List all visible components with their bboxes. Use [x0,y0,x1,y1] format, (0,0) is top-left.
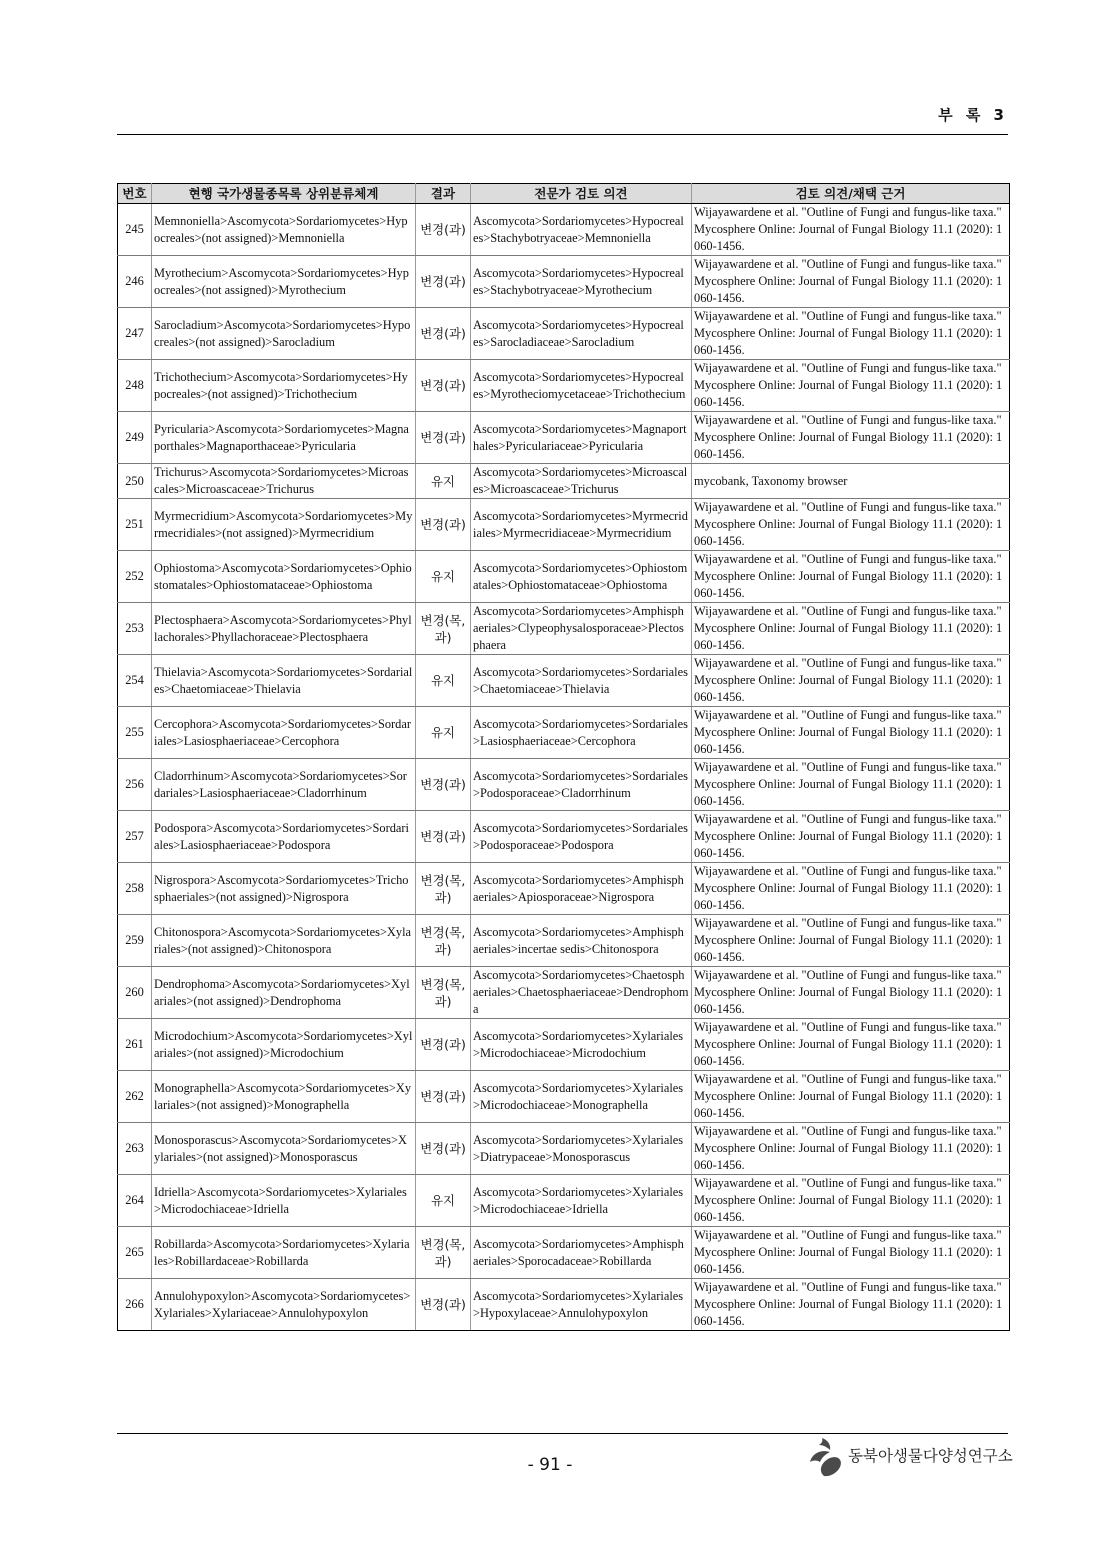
cell-result: 유지 [416,464,471,499]
table-row [118,464,1010,499]
header-divider [117,134,1008,135]
cell-expert-opinion: Ascomycota>Sordariomycetes>Microascales>Microascaceae>Trichurus [471,464,692,499]
table-row [118,308,1010,360]
cell-number: 254 [118,655,152,707]
cell-current-classification: Sarocladium>Ascomycota>Sordariomycetes>Hypocreales>(not assigned)>Sarocladium [152,308,416,360]
cell-number: 256 [118,759,152,811]
cell-expert-opinion: Ascomycota>Sordariomycetes>Xylariales>Microdochiaceae>Idriella [471,1175,692,1227]
cell-expert-opinion: Ascomycota>Sordariomycetes>Amphisphaeriales>Clypeophysalosporaceae>Plectosphaera [471,603,692,655]
cell-current-classification: Memnoniella>Ascomycota>Sordariomycetes>Hypocreales>(not assigned)>Memnoniella [152,204,416,256]
cell-current-classification: Trichothecium>Ascomycota>Sordariomycetes>Hypocreales>(not assigned)>Trichothecium [152,360,416,412]
cell-expert-opinion: Ascomycota>Sordariomycetes>Hypocreales>Stachybotryaceae>Memnoniella [471,204,692,256]
cell-basis: Wijayawardene et al. "Outline of Fungi and fungus-like taxa." Mycosphere Online: Journal of Fungal Biology 11.1 (2020): 1060-1456. [692,1071,1010,1123]
table-body [118,204,1010,1331]
cell-number: 247 [118,308,152,360]
footer-divider [117,1433,1008,1434]
institute-name: 동북아생물다양성연구소 [848,1447,1013,1465]
cell-expert-opinion: Ascomycota>Sordariomycetes>Sordariales>Podosporaceae>Podospora [471,811,692,863]
cell-expert-opinion: Ascomycota>Sordariomycetes>Ophiostomatales>Ophiostomataceae>Ophiostoma [471,551,692,603]
cell-current-classification: Nigrospora>Ascomycota>Sordariomycetes>Trichosphaeriales>(not assigned)>Nigrospora [152,863,416,915]
cell-expert-opinion: Ascomycota>Sordariomycetes>Amphisphaeriales>Apiosporaceae>Nigrospora [471,863,692,915]
table-row [118,759,1010,811]
cell-basis: Wijayawardene et al. "Outline of Fungi and fungus-like taxa." Mycosphere Online: Journal of Fungal Biology 11.1 (2020): 1060-1456. [692,256,1010,308]
table-row [118,655,1010,707]
cell-number: 266 [118,1279,152,1331]
cell-number: 263 [118,1123,152,1175]
cell-current-classification: Ophiostoma>Ascomycota>Sordariomycetes>Ophiostomatales>Ophiostomataceae>Ophiostoma [152,551,416,603]
cell-result: 변경(목, 과) [416,603,471,655]
cell-expert-opinion: Ascomycota>Sordariomycetes>Xylariales>Hypoxylaceae>Annulohypoxylon [471,1279,692,1331]
cell-current-classification: Cercophora>Ascomycota>Sordariomycetes>Sordariales>Lasiosphaeriaceae>Cercophora [152,707,416,759]
cell-number: 249 [118,412,152,464]
cell-result: 변경(과) [416,499,471,551]
cell-result: 변경(과) [416,1071,471,1123]
cell-expert-opinion: Ascomycota>Sordariomycetes>Sordariales>Chaetomiaceae>Thielavia [471,655,692,707]
cell-expert-opinion: Ascomycota>Sordariomycetes>Amphisphaeriales>Sporocadaceae>Robillarda [471,1227,692,1279]
cell-basis: Wijayawardene et al. "Outline of Fungi and fungus-like taxa." Mycosphere Online: Journal of Fungal Biology 11.1 (2020): 1060-1456. [692,412,1010,464]
cell-current-classification: Plectosphaera>Ascomycota>Sordariomycetes>Phyllachorales>Phyllachoraceae>Plectosphaera [152,603,416,655]
cell-basis: Wijayawardene et al. "Outline of Fungi and fungus-like taxa." Mycosphere Online: Journal of Fungal Biology 11.1 (2020): 1060-1456. [692,360,1010,412]
page-number: - 91 - [527,1455,573,1475]
cell-current-classification: Thielavia>Ascomycota>Sordariomycetes>Sordariales>Chaetomiaceae>Thielavia [152,655,416,707]
cell-basis: Wijayawardene et al. "Outline of Fungi and fungus-like taxa." Mycosphere Online: Journal of Fungal Biology 11.1 (2020): 1060-1456. [692,655,1010,707]
cell-number: 258 [118,863,152,915]
cell-current-classification: Annulohypoxylon>Ascomycota>Sordariomycetes>Xylariales>Xylariaceae>Annulohypoxylon [152,1279,416,1331]
cell-expert-opinion: Ascomycota>Sordariomycetes>Amphisphaeriales>incertae sedis>Chitonospora [471,915,692,967]
table-row [118,256,1010,308]
cell-basis: Wijayawardene et al. "Outline of Fungi and fungus-like taxa." Mycosphere Online: Journal of Fungal Biology 11.1 (2020): 1060-1456. [692,1227,1010,1279]
cell-expert-opinion: Ascomycota>Sordariomycetes>Sordariales>Lasiosphaeriaceae>Cercophora [471,707,692,759]
cell-number: 257 [118,811,152,863]
cell-number: 245 [118,204,152,256]
cell-expert-opinion: Ascomycota>Sordariomycetes>Xylariales>Diatrypaceae>Monosporascus [471,1123,692,1175]
table-row [118,1071,1010,1123]
cell-number: 264 [118,1175,152,1227]
cell-number: 248 [118,360,152,412]
cell-result: 유지 [416,1175,471,1227]
cell-result: 유지 [416,551,471,603]
table-header-row [118,184,1010,204]
cell-result: 변경(과) [416,412,471,464]
cell-current-classification: Trichurus>Ascomycota>Sordariomycetes>Microascales>Microascaceae>Trichurus [152,464,416,499]
table-row [118,603,1010,655]
cell-basis: Wijayawardene et al. "Outline of Fungi and fungus-like taxa." Mycosphere Online: Journal of Fungal Biology 11.1 (2020): 1060-1456. [692,551,1010,603]
cell-number: 259 [118,915,152,967]
cell-basis: Wijayawardene et al. "Outline of Fungi and fungus-like taxa." Mycosphere Online: Journal of Fungal Biology 11.1 (2020): 1060-1456. [692,863,1010,915]
cell-basis: Wijayawardene et al. "Outline of Fungi and fungus-like taxa." Mycosphere Online: Journal of Fungal Biology 11.1 (2020): 1060-1456. [692,1175,1010,1227]
cell-result: 변경(과) [416,256,471,308]
cell-number: 251 [118,499,152,551]
cell-basis: Wijayawardene et al. "Outline of Fungi and fungus-like taxa." Mycosphere Online: Journal of Fungal Biology 11.1 (2020): 1060-1456. [692,308,1010,360]
cell-current-classification: Robillarda>Ascomycota>Sordariomycetes>Xylariales>Robillardaceae>Robillarda [152,1227,416,1279]
cell-basis: Wijayawardene et al. "Outline of Fungi and fungus-like taxa." Mycosphere Online: Journal of Fungal Biology 11.1 (2020): 1060-1456. [692,915,1010,967]
col-header-number: 번호 [118,184,152,204]
page-header-title: 부 록 3 [938,106,1008,124]
table-row [118,1279,1010,1331]
table-row [118,1175,1010,1227]
table-row [118,1019,1010,1071]
cell-number: 261 [118,1019,152,1071]
cell-basis: mycobank, Taxonomy browser [692,464,1010,499]
cell-result: 유지 [416,655,471,707]
cell-basis: Wijayawardene et al. "Outline of Fungi and fungus-like taxa." Mycosphere Online: Journal of Fungal Biology 11.1 (2020): 1060-1456. [692,967,1010,1019]
cell-expert-opinion: Ascomycota>Sordariomycetes>Myrmecridiales>Myrmecridiaceae>Myrmecridium [471,499,692,551]
table-row [118,863,1010,915]
cell-result: 변경(목, 과) [416,915,471,967]
cell-current-classification: Pyricularia>Ascomycota>Sordariomycetes>Magnaporthales>Magnaporthaceae>Pyricularia [152,412,416,464]
cell-result: 유지 [416,707,471,759]
cell-result: 변경(목, 과) [416,1227,471,1279]
table-row [118,1227,1010,1279]
institute-logo-icon [806,1436,846,1478]
taxonomy-review-table [117,183,1010,1331]
cell-number: 252 [118,551,152,603]
cell-current-classification: Cladorrhinum>Ascomycota>Sordariomycetes>Sordariales>Lasiosphaeriaceae>Cladorrhinum [152,759,416,811]
table-row [118,915,1010,967]
cell-result: 변경(과) [416,360,471,412]
table-row [118,967,1010,1019]
table-row [118,811,1010,863]
cell-current-classification: Dendrophoma>Ascomycota>Sordariomycetes>Xylariales>(not assigned)>Dendrophoma [152,967,416,1019]
cell-number: 265 [118,1227,152,1279]
cell-expert-opinion: Ascomycota>Sordariomycetes>Xylariales>Microdochiaceae>Monographella [471,1071,692,1123]
cell-current-classification: Podospora>Ascomycota>Sordariomycetes>Sordariales>Lasiosphaeriaceae>Podospora [152,811,416,863]
cell-basis: Wijayawardene et al. "Outline of Fungi and fungus-like taxa." Mycosphere Online: Journal of Fungal Biology 11.1 (2020): 1060-1456. [692,603,1010,655]
cell-basis: Wijayawardene et al. "Outline of Fungi and fungus-like taxa." Mycosphere Online: Journal of Fungal Biology 11.1 (2020): 1060-1456. [692,707,1010,759]
cell-current-classification: Monographella>Ascomycota>Sordariomycetes>Xylariales>(not assigned)>Monographella [152,1071,416,1123]
cell-expert-opinion: Ascomycota>Sordariomycetes>Hypocreales>Stachybotryaceae>Myrothecium [471,256,692,308]
table-row [118,707,1010,759]
cell-current-classification: Chitonospora>Ascomycota>Sordariomycetes>Xylariales>(not assigned)>Chitonospora [152,915,416,967]
col-header-expert-opinion: 전문가 검토 의견 [471,184,692,204]
table-row [118,204,1010,256]
table-row [118,1123,1010,1175]
cell-expert-opinion: Ascomycota>Sordariomycetes>Sordariales>Podosporaceae>Cladorrhinum [471,759,692,811]
cell-number: 262 [118,1071,152,1123]
table-row [118,499,1010,551]
col-header-basis: 검토 의견/채택 근거 [692,184,1010,204]
cell-basis: Wijayawardene et al. "Outline of Fungi and fungus-like taxa." Mycosphere Online: Journal of Fungal Biology 11.1 (2020): 1060-1456. [692,1123,1010,1175]
cell-current-classification: Microdochium>Ascomycota>Sordariomycetes>Xylariales>(not assigned)>Microdochium [152,1019,416,1071]
cell-result: 변경(과) [416,759,471,811]
cell-number: 260 [118,967,152,1019]
col-header-current-classification: 현행 국가생물종목록 상위분류체계 [152,184,416,204]
cell-current-classification: Myrmecridium>Ascomycota>Sordariomycetes>Myrmecridiales>(not assigned)>Myrmecridium [152,499,416,551]
cell-current-classification: Monosporascus>Ascomycota>Sordariomycetes>Xylariales>(not assigned)>Monosporascus [152,1123,416,1175]
cell-result: 변경(과) [416,811,471,863]
cell-basis: Wijayawardene et al. "Outline of Fungi and fungus-like taxa." Mycosphere Online: Journal of Fungal Biology 11.1 (2020): 1060-1456. [692,499,1010,551]
cell-expert-opinion: Ascomycota>Sordariomycetes>Chaetosphaeriales>Chaetosphaeriaceae>Dendrophoma [471,967,692,1019]
table-row [118,551,1010,603]
cell-number: 246 [118,256,152,308]
cell-result: 변경(과) [416,308,471,360]
cell-expert-opinion: Ascomycota>Sordariomycetes>Hypocreales>Myrotheciomycetaceae>Trichothecium [471,360,692,412]
cell-expert-opinion: Ascomycota>Sordariomycetes>Hypocreales>Sarocladiaceae>Sarocladium [471,308,692,360]
cell-basis: Wijayawardene et al. "Outline of Fungi and fungus-like taxa." Mycosphere Online: Journal of Fungal Biology 11.1 (2020): 1060-1456. [692,1279,1010,1331]
cell-number: 255 [118,707,152,759]
cell-expert-opinion: Ascomycota>Sordariomycetes>Magnaporthales>Pyriculariaceae>Pyricularia [471,412,692,464]
cell-basis: Wijayawardene et al. "Outline of Fungi and fungus-like taxa." Mycosphere Online: Journal of Fungal Biology 11.1 (2020): 1060-1456. [692,1019,1010,1071]
table-row [118,412,1010,464]
cell-basis: Wijayawardene et al. "Outline of Fungi and fungus-like taxa." Mycosphere Online: Journal of Fungal Biology 11.1 (2020): 1060-1456. [692,811,1010,863]
cell-result: 변경(과) [416,1279,471,1331]
cell-current-classification: Myrothecium>Ascomycota>Sordariomycetes>Hypocreales>(not assigned)>Myrothecium [152,256,416,308]
cell-number: 250 [118,464,152,499]
cell-result: 변경(과) [416,1123,471,1175]
cell-basis: Wijayawardene et al. "Outline of Fungi and fungus-like taxa." Mycosphere Online: Journal of Fungal Biology 11.1 (2020): 1060-1456. [692,759,1010,811]
cell-basis: Wijayawardene et al. "Outline of Fungi and fungus-like taxa." Mycosphere Online: Journal of Fungal Biology 11.1 (2020): 1060-1456. [692,204,1010,256]
cell-result: 변경(목, 과) [416,863,471,915]
cell-result: 변경(과) [416,1019,471,1071]
cell-number: 253 [118,603,152,655]
cell-expert-opinion: Ascomycota>Sordariomycetes>Xylariales>Microdochiaceae>Microdochium [471,1019,692,1071]
col-header-result: 결과 [416,184,471,204]
cell-current-classification: Idriella>Ascomycota>Sordariomycetes>Xylariales>Microdochiaceae>Idriella [152,1175,416,1227]
cell-result: 변경(목, 과) [416,967,471,1019]
table-row [118,360,1010,412]
cell-result: 변경(과) [416,204,471,256]
